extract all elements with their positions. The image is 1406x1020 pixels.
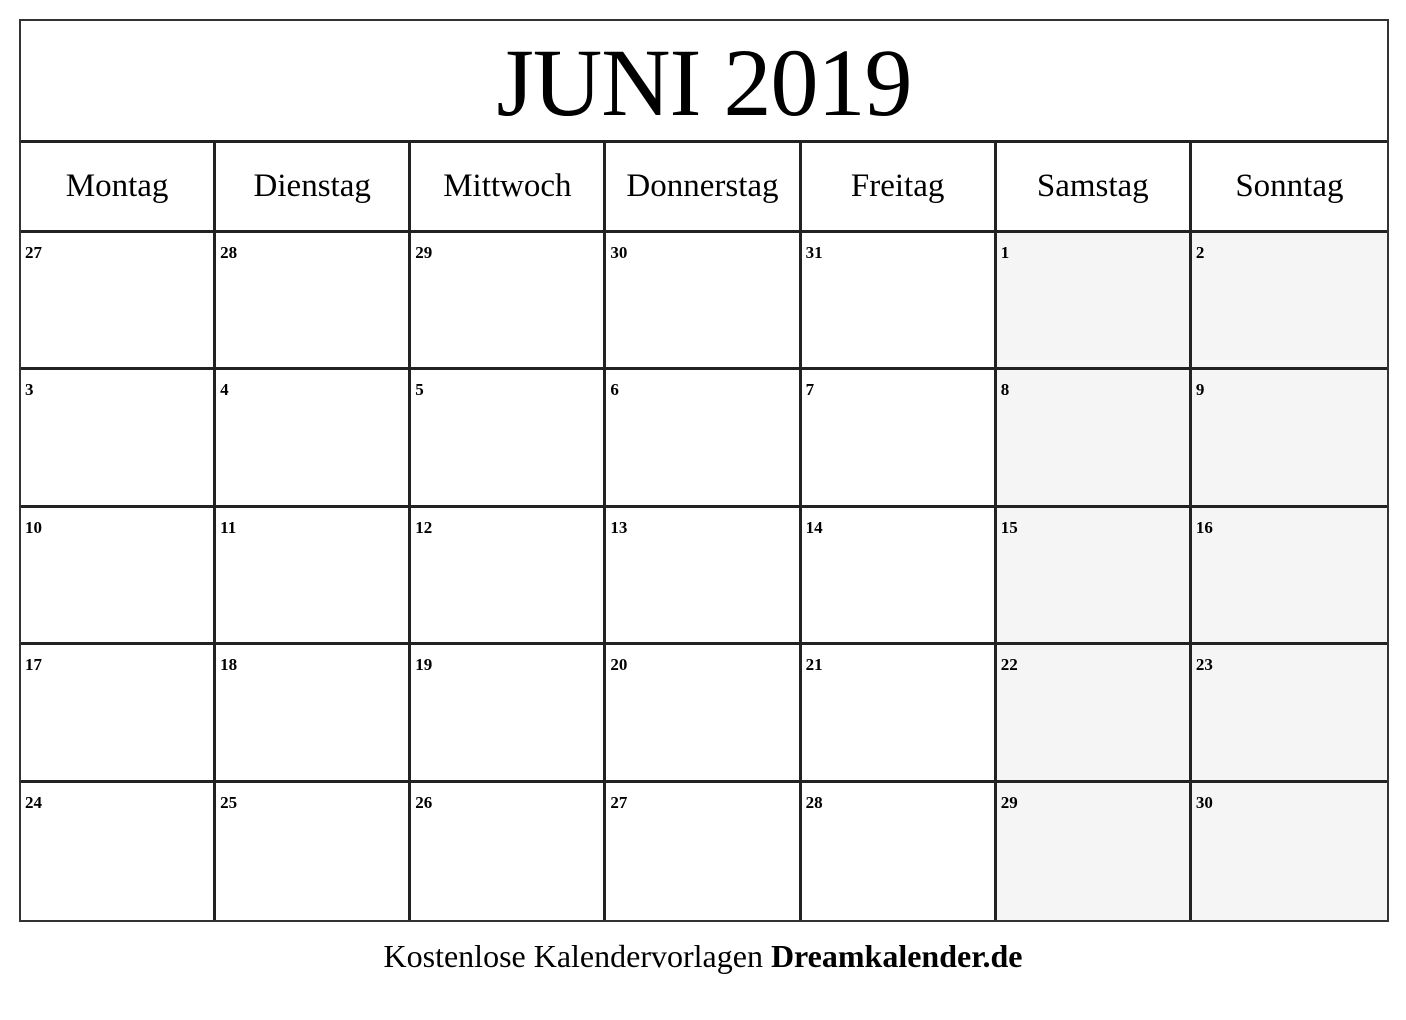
day-cell (21, 233, 216, 370)
weekend-day-cell (1192, 645, 1387, 782)
day-cell (21, 645, 216, 782)
day-number: 1 (1000, 243, 1010, 262)
day-cell (802, 783, 997, 920)
day-number: 6 (610, 380, 619, 400)
weekday-header-thursday: Donnerstag (606, 143, 801, 233)
weekday-header-saturday: Samstag (997, 143, 1192, 233)
day-number: 12 (415, 517, 433, 537)
footer-credit (0, 938, 1406, 975)
day-number: 26 (415, 792, 433, 812)
footer-brand-link[interactable]: Dreamkalender.de (770, 938, 1023, 974)
day-cell (411, 783, 606, 920)
day-number: 2 (1195, 243, 1205, 262)
day-cell (802, 370, 997, 507)
weekend-day-cell (1192, 233, 1387, 370)
day-cell (411, 370, 606, 507)
day-number: 13 (610, 517, 628, 537)
day-cell (606, 645, 801, 782)
day-number: 19 (415, 655, 433, 675)
day-number: 28 (220, 243, 238, 262)
day-number: 29 (415, 243, 433, 262)
day-number: 16 (1195, 517, 1213, 537)
weekend-day-cell (1192, 370, 1387, 507)
day-number: 20 (610, 655, 628, 675)
day-number: 14 (805, 517, 823, 537)
day-cell (411, 645, 606, 782)
weekend-day-cell (1192, 783, 1387, 920)
day-cell (216, 370, 411, 507)
weekday-header-monday: Montag (21, 143, 216, 233)
weekend-day-cell (997, 233, 1192, 370)
day-cell (802, 645, 997, 782)
day-number: 21 (805, 655, 823, 675)
day-number: 28 (805, 792, 823, 812)
day-cell (216, 508, 411, 645)
day-cell (802, 508, 997, 645)
day-number: 8 (1000, 380, 1010, 400)
day-cell (411, 233, 606, 370)
day-cell (606, 233, 801, 370)
day-cell (21, 508, 216, 645)
day-cell (802, 233, 997, 370)
weekday-header-friday: Freitag (802, 143, 997, 233)
weekend-day-cell (997, 645, 1192, 782)
day-number: 24 (25, 792, 42, 812)
day-cell (411, 508, 606, 645)
day-number: 30 (1195, 792, 1213, 812)
calendar-grid (19, 19, 1389, 922)
day-number: 25 (220, 792, 238, 812)
weekend-day-cell (997, 370, 1192, 507)
weekday-header-sunday: Sonntag (1192, 143, 1387, 233)
calendar-title: JUNI 2019 (21, 21, 1387, 143)
weekend-day-cell (1192, 508, 1387, 645)
weekday-header-tuesday: Dienstag (216, 143, 411, 233)
day-number: 9 (1195, 380, 1205, 400)
day-cell (606, 370, 801, 507)
day-number: 31 (805, 243, 823, 262)
day-cell (216, 645, 411, 782)
day-number: 23 (1195, 655, 1213, 675)
day-number: 10 (25, 517, 42, 537)
day-number: 18 (220, 655, 238, 675)
day-number: 3 (25, 380, 34, 400)
day-number: 30 (610, 243, 628, 262)
day-cell (216, 233, 411, 370)
day-cell (606, 508, 801, 645)
weekend-day-cell (997, 508, 1192, 645)
footer-text: Kostenlose Kalendervorlagen (383, 938, 763, 974)
day-number: 17 (25, 655, 42, 675)
day-number: 27 (610, 792, 628, 812)
day-number: 4 (220, 380, 229, 400)
day-number: 22 (1000, 655, 1018, 675)
day-number: 5 (415, 380, 424, 400)
day-number: 27 (25, 243, 42, 262)
day-number: 7 (805, 380, 815, 400)
day-number: 11 (220, 517, 237, 537)
day-number: 29 (1000, 792, 1018, 812)
day-number: 15 (1000, 517, 1018, 537)
weekday-header-wednesday: Mittwoch (411, 143, 606, 233)
day-cell (606, 783, 801, 920)
day-cell (21, 783, 216, 920)
day-cell (21, 370, 216, 507)
day-cell (216, 783, 411, 920)
weekend-day-cell (997, 783, 1192, 920)
